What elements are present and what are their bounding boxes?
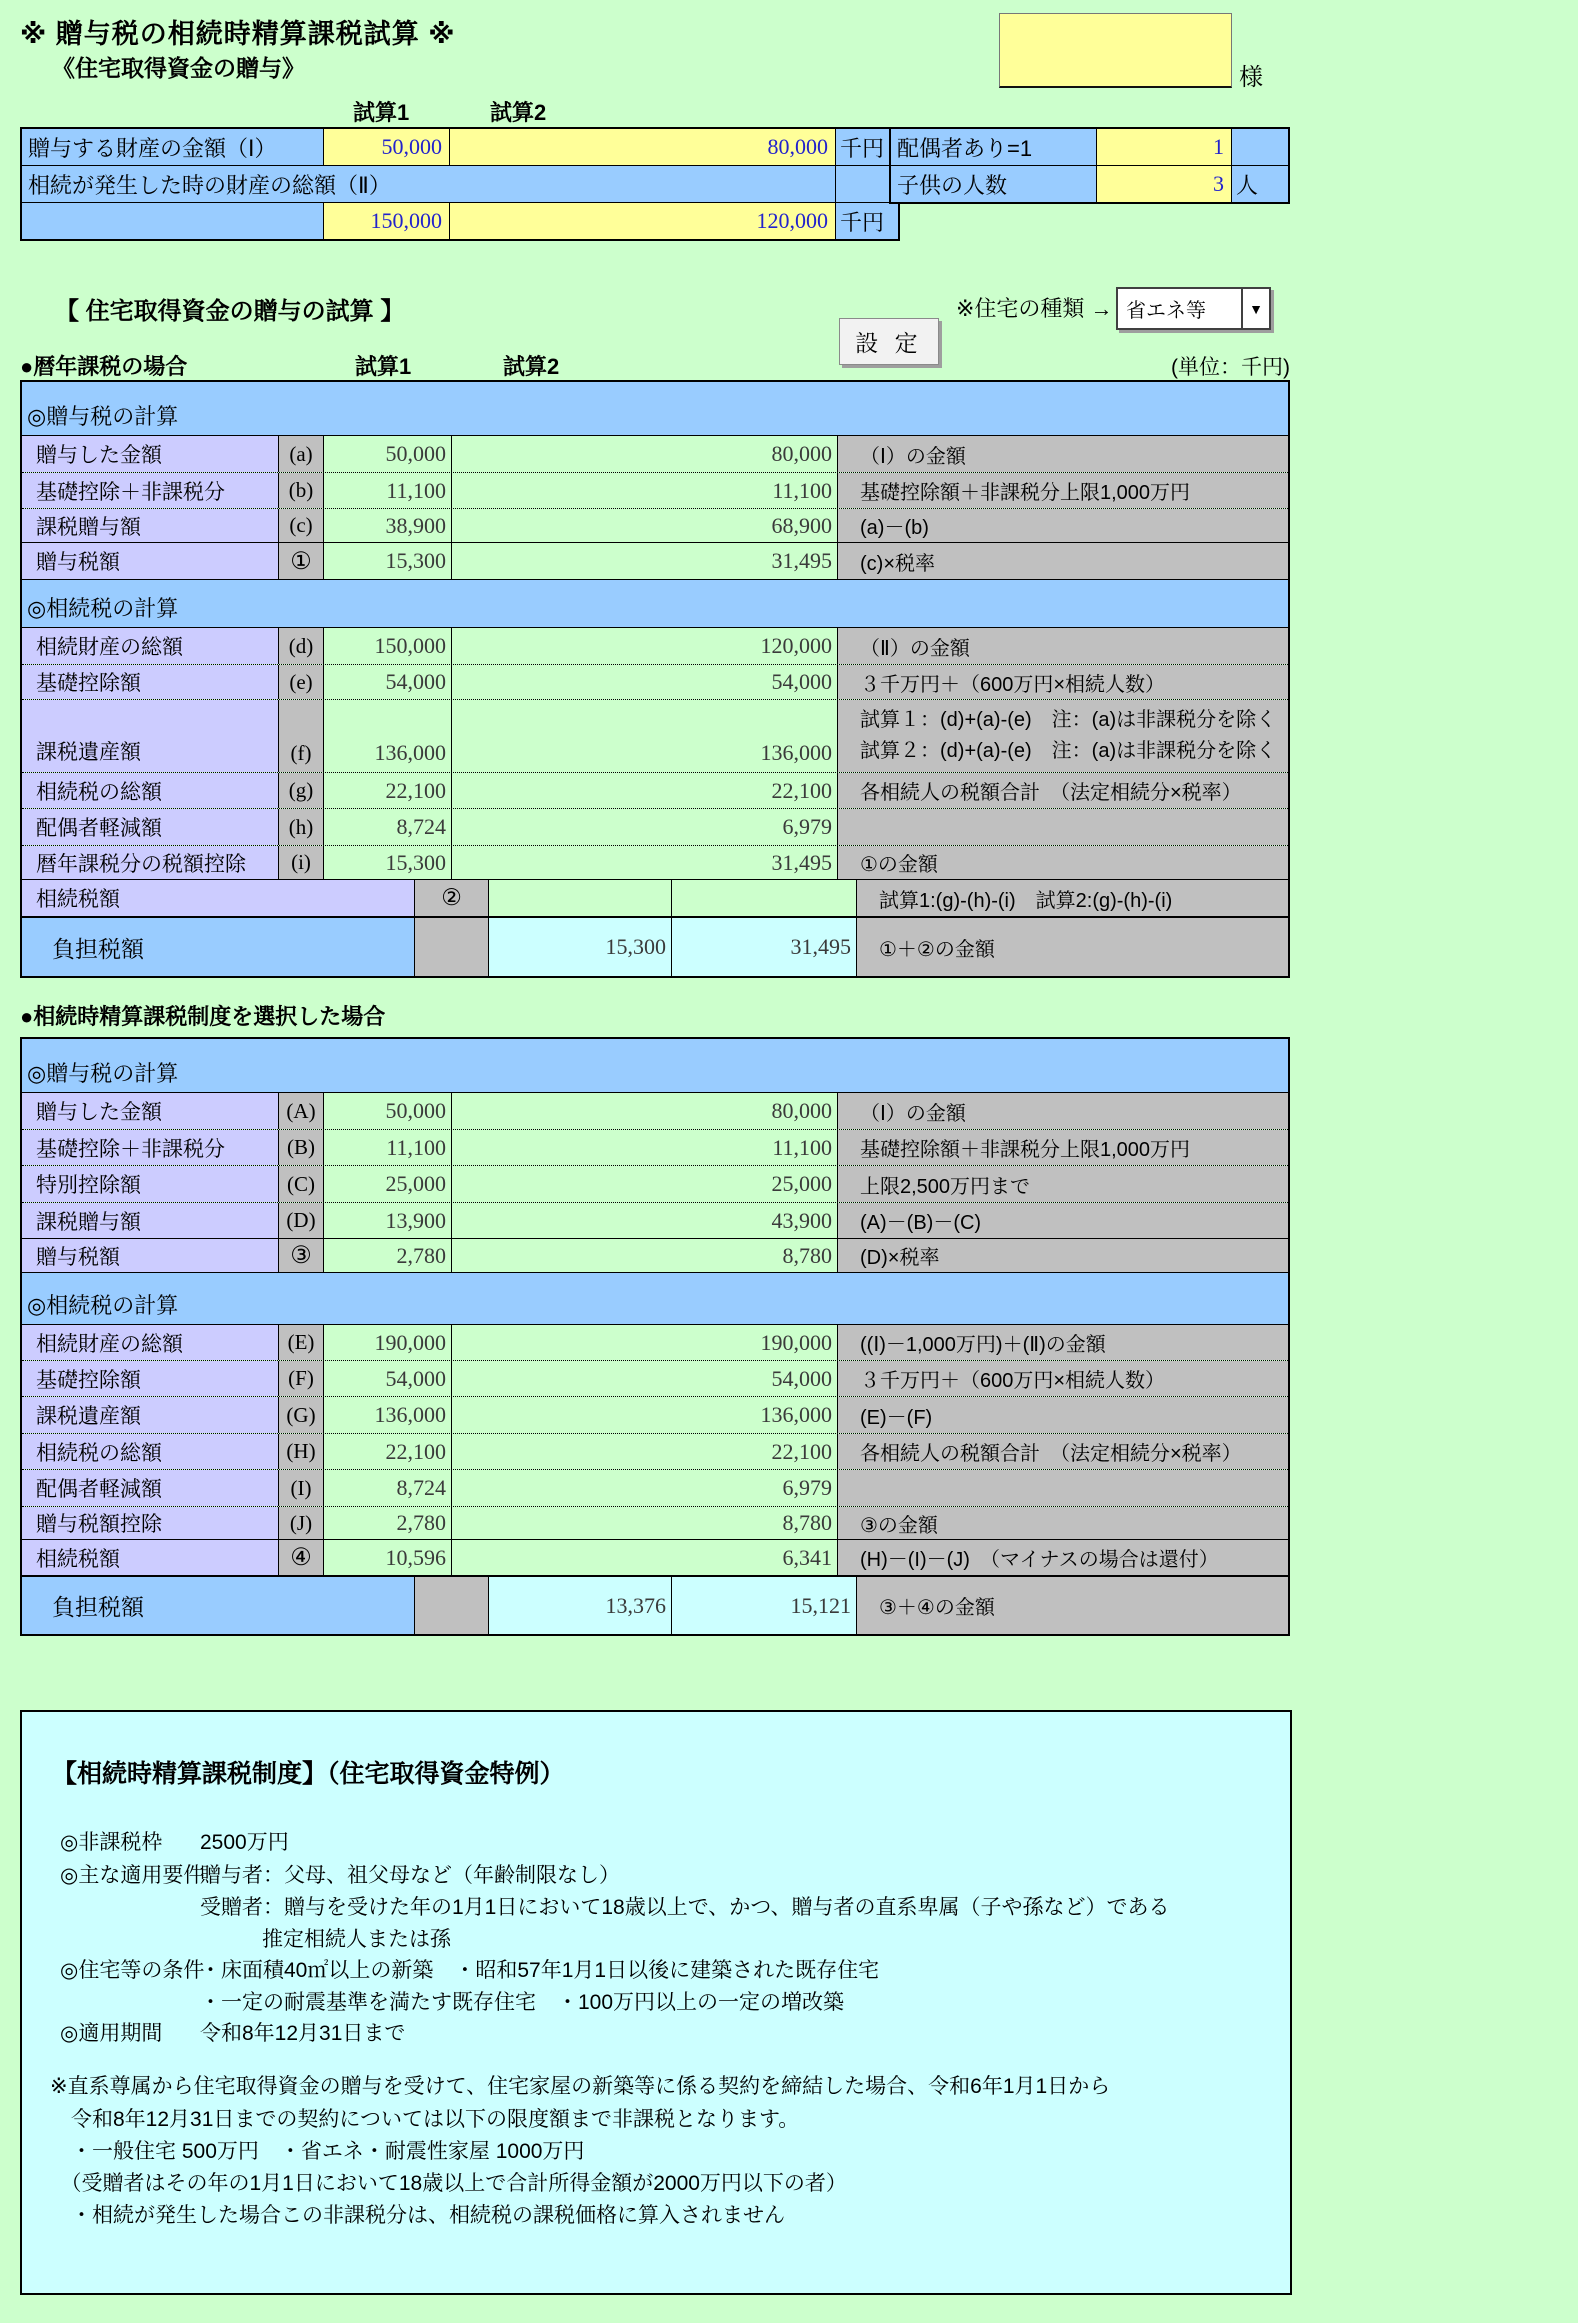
info-note-line: （受贈者はその年の1月1日において18歳以上で合計所得金額が2000万円以下の者） — [50, 2172, 847, 2195]
note-line: 試算２：(d)+(a)-(e) 注：(a)は非課税分を除く — [860, 740, 1277, 762]
value2-cell: 190,000 — [452, 1325, 838, 1360]
burden-label-cell: 負担税額 — [22, 918, 415, 976]
value2-cell: 22,100 — [452, 1434, 838, 1469]
children-unit-label: 人 — [1232, 166, 1288, 202]
house-type-selected-value: 省エネ等 — [1126, 300, 1206, 322]
value2-cell — [672, 880, 857, 916]
customer-name-input[interactable] — [999, 13, 1232, 88]
code-cell: (b) — [279, 473, 324, 508]
value1-cell: 50,000 — [324, 436, 452, 472]
info-item-text: 2500万円 — [200, 1831, 289, 1854]
house-type-label: ※住宅の種類 → — [956, 296, 1113, 321]
children-count-label: 子供の人数 — [891, 166, 1097, 202]
empty-code-cell — [415, 1577, 489, 1634]
label-cell: 課税贈与額 — [22, 1203, 279, 1238]
note-cell: （Ⅰ）の金額 — [838, 436, 1288, 472]
label-cell: 基礎控除＋非課税分 — [22, 1130, 279, 1165]
code-cell: ③ — [279, 1239, 324, 1272]
value2-cell: 6,979 — [452, 1470, 838, 1506]
info-item-text: 贈与者：父母、祖父母など（年齢制限なし） — [200, 1864, 620, 1887]
note-cell — [838, 1470, 1288, 1506]
value1-cell: 22,100 — [324, 1434, 452, 1469]
value1-cell: 8,724 — [324, 809, 452, 845]
burden-value2-cell: 15,121 — [672, 1577, 857, 1634]
table-row — [22, 202, 898, 239]
note-cell: ①の金額 — [838, 846, 1288, 879]
label-cell: 課税贈与額 — [22, 509, 279, 542]
note-cell: 各相続人の税額合計 （法定相続分×税率） — [838, 773, 1288, 808]
gift-amount-input-1[interactable]: 50,000 — [324, 129, 450, 165]
table-row — [22, 808, 1288, 845]
estate-total-input-1[interactable]: 150,000 — [324, 203, 450, 239]
burden-value2-cell: 31,495 — [672, 918, 857, 976]
value2-cell: 11,100 — [452, 473, 838, 508]
burden-value1-cell: 15,300 — [489, 918, 672, 976]
value1-cell: 10,596 — [324, 1540, 452, 1575]
family-input-table — [889, 127, 1290, 204]
note-cell: （Ⅱ）の金額 — [838, 628, 1288, 664]
value2-cell: 136,000 — [452, 1397, 838, 1433]
note-cell: ③＋④の金額 — [857, 1577, 1288, 1634]
col1-header: 試算1 — [355, 354, 412, 379]
note-cell: ３千万円＋（600万円×相続人数） — [838, 1361, 1288, 1396]
estate-total-input-2[interactable]: 120,000 — [450, 203, 836, 239]
table-row — [22, 1433, 1288, 1469]
note-cell — [838, 700, 1288, 772]
label-cell: 基礎控除額 — [22, 1361, 279, 1396]
value2-cell: 6,979 — [452, 809, 838, 845]
info-item-label: ◎非課税枠 — [60, 1831, 163, 1854]
note-cell: ３千万円＋（600万円×相続人数） — [838, 665, 1288, 699]
empty-cell — [1232, 129, 1288, 165]
subsection-header — [22, 1272, 1288, 1324]
code-cell: (F) — [279, 1361, 324, 1396]
simulation-section-title: 【 住宅取得資金の贈与の試算 】 — [55, 298, 405, 325]
table-row — [22, 1324, 1288, 1360]
code-cell: (e) — [279, 665, 324, 699]
estate-total-label: 相続が発生した時の財産の総額（Ⅱ） — [22, 166, 836, 202]
value1-cell: 13,900 — [324, 1203, 452, 1238]
value2-cell: 136,000 — [452, 700, 838, 772]
table-row — [22, 508, 1288, 542]
gift-amount-input-2[interactable]: 80,000 — [450, 129, 836, 165]
note-cell: （Ⅰ）の金額 — [838, 1093, 1288, 1129]
subsection-header-label: ◎相続税の計算 — [27, 596, 179, 621]
value1-cell: 54,000 — [324, 665, 452, 699]
value2-cell: 6,341 — [452, 1540, 838, 1575]
table-row — [22, 1360, 1288, 1396]
note-cell: ((Ⅰ)－1,000万円)＋(Ⅱ)の金額 — [838, 1325, 1288, 1360]
table-row — [22, 772, 1288, 808]
value2-cell: 22,100 — [452, 773, 838, 808]
value2-cell: 25,000 — [452, 1166, 838, 1202]
note-cell: (A)－(B)－(C) — [838, 1203, 1288, 1238]
table-row — [22, 1129, 1288, 1165]
unit-note: (単位：千円) — [1171, 356, 1290, 379]
value2-cell: 54,000 — [452, 665, 838, 699]
table-row — [22, 472, 1288, 508]
value2-cell: 54,000 — [452, 1361, 838, 1396]
note-cell: 基礎控除額＋非課税分上限1,000万円 — [838, 473, 1288, 508]
note-cell: (a)－(b) — [838, 509, 1288, 542]
table-row — [22, 1092, 1288, 1129]
table-row — [22, 664, 1288, 699]
burden-row — [22, 1575, 1288, 1634]
table-row — [891, 129, 1288, 165]
label-cell: 相続財産の総額 — [22, 628, 279, 664]
label-cell: 贈与した金額 — [22, 436, 279, 472]
value1-cell: 50,000 — [324, 1093, 452, 1129]
value1-cell: 2,780 — [324, 1239, 452, 1272]
info-item-text: ・床面積40㎡以上の新築 ・昭和57年1月1日以後に建築された既存住宅 — [200, 1959, 880, 1982]
subsection-header — [22, 579, 1288, 627]
label-cell: 贈与税額控除 — [22, 1507, 279, 1539]
code-cell: (a) — [279, 436, 324, 472]
label-cell: 特別控除額 — [22, 1166, 279, 1202]
info-note-line: ・相続が発生した場合この非課税分は、相続税の課税価格に算入されません — [50, 2204, 785, 2227]
label-cell: 基礎控除＋非課税分 — [22, 473, 279, 508]
info-note-line: ・一般住宅 500万円 ・省エネ・耐震性家屋 1000万円 — [50, 2140, 585, 2163]
value1-cell: 150,000 — [324, 628, 452, 664]
value1-cell: 11,100 — [324, 1130, 452, 1165]
note-cell: (E)－(F) — [838, 1397, 1288, 1433]
table-row — [22, 1539, 1288, 1575]
chevron-down-icon[interactable]: ▼ — [1241, 289, 1269, 328]
note-cell: 基礎控除額＋非課税分上限1,000万円 — [838, 1130, 1288, 1165]
table-row — [22, 435, 1288, 472]
burden-value1-cell: 13,376 — [489, 1577, 672, 1634]
value2-cell: 31,495 — [452, 846, 838, 879]
table-row — [22, 542, 1288, 579]
value2-cell: 8,780 — [452, 1239, 838, 1272]
burden-label-cell: 負担税額 — [22, 1577, 415, 1634]
value1-cell: 2,780 — [324, 1507, 452, 1539]
unit-label: 千円 — [836, 129, 898, 165]
table-row — [22, 129, 898, 165]
subsection-header-label: ◎相続税の計算 — [27, 1293, 179, 1318]
note-cell: ③の金額 — [838, 1507, 1288, 1539]
code-cell: (g) — [279, 773, 324, 808]
code-cell: (i) — [279, 846, 324, 879]
note-cell: ①＋②の金額 — [857, 918, 1288, 976]
code-cell: (f) — [279, 700, 324, 772]
code-cell: (I) — [279, 1470, 324, 1506]
info-note-line: 令和8年12月31日までの契約については以下の限度額まで非課税となります。 — [50, 2108, 800, 2131]
spouse-input[interactable]: 1 — [1097, 129, 1232, 165]
info-item-text: 受贈者：贈与を受けた年の1月1日において18歳以上で、かつ、贈与者の直系卑属（子や孫など）である — [200, 1896, 1170, 1919]
table-row — [22, 1396, 1288, 1433]
label-cell: 配偶者軽減額 — [22, 809, 279, 845]
page-title: ※ 贈与税の相続時精算課税試算 ※ — [20, 19, 456, 49]
value2-cell: 8,780 — [452, 1507, 838, 1539]
calendar-year-tax-table — [20, 380, 1290, 978]
label-cell: 配偶者軽減額 — [22, 1470, 279, 1506]
table-row — [22, 627, 1288, 664]
value2-cell: 31,495 — [452, 543, 838, 579]
section-b-label: ●相続時精算課税制度を選択した場合 — [20, 1004, 386, 1029]
label-cell: 課税遺産額 — [22, 1397, 279, 1433]
label-cell: 相続財産の総額 — [22, 1325, 279, 1360]
subsection-header-label: ◎贈与税の計算 — [27, 404, 179, 429]
table-row — [22, 1469, 1288, 1506]
code-cell: (H) — [279, 1434, 324, 1469]
value1-cell: 22,100 — [324, 773, 452, 808]
table-row — [22, 1238, 1288, 1272]
input-table — [20, 127, 900, 241]
note-cell: (c)×税率 — [838, 543, 1288, 579]
info-item-label: ◎主な適用要件 — [60, 1864, 205, 1887]
system-info-box — [20, 1710, 1292, 2295]
table-row — [891, 165, 1288, 202]
subsection-header — [22, 382, 1288, 435]
label-cell: 課税遺産額 — [22, 700, 279, 772]
table-row — [22, 1506, 1288, 1539]
info-note-line: ※直系尊属から住宅取得資金の贈与を受けて、住宅家屋の新築等に係る契約を締結した場合、令和6年1月1日から — [50, 2075, 1111, 2098]
note-line: 試算１：(d)+(a)-(e) 注：(a)は非課税分を除く — [860, 709, 1277, 731]
note-cell: 各相続人の税額合計 （法定相続分×税率） — [838, 1434, 1288, 1469]
code-cell: (h) — [279, 809, 324, 845]
info-box-title: 【相続時精算課税制度】（住宅取得資金特例） — [52, 1760, 565, 1788]
code-cell: ① — [279, 543, 324, 579]
set-button[interactable]: 設 定 — [839, 318, 939, 365]
page-subtitle: 《住宅取得資金の贈与》 — [52, 55, 305, 81]
value2-cell: 43,900 — [452, 1203, 838, 1238]
note-cell: 試算1:(g)-(h)-(i) 試算2:(g)-(h)-(i) — [857, 880, 1288, 916]
value1-cell: 15,300 — [324, 846, 452, 879]
top-col2-header: 試算2 — [490, 100, 547, 125]
table-row — [22, 699, 1288, 772]
empty-code-cell — [415, 918, 489, 976]
value2-cell: 80,000 — [452, 1093, 838, 1129]
subsection-header-label: ◎贈与税の計算 — [27, 1061, 179, 1086]
value1-cell — [489, 880, 672, 916]
empty-cell — [22, 203, 324, 239]
label-cell: 相続税の総額 — [22, 1434, 279, 1469]
name-honorific-label: 様 — [1239, 64, 1263, 91]
value1-cell: 11,100 — [324, 473, 452, 508]
info-item-label: ◎住宅等の条件 — [60, 1959, 205, 1982]
label-cell: 贈与税額 — [22, 543, 279, 579]
note-cell: (H)－(I)－(J) （マイナスの場合は還付） — [838, 1540, 1288, 1575]
value1-cell: 136,000 — [324, 700, 452, 772]
table-row — [22, 1202, 1288, 1238]
value1-cell: 15,300 — [324, 543, 452, 579]
note-cell: 上限2,500万円まで — [838, 1166, 1288, 1202]
table-row — [22, 165, 898, 202]
label-cell: 贈与税額 — [22, 1239, 279, 1272]
section-a-label: ●暦年課税の場合 — [20, 354, 188, 379]
code-cell: (d) — [279, 628, 324, 664]
value2-cell: 68,900 — [452, 509, 838, 542]
code-cell: (C) — [279, 1166, 324, 1202]
info-item-text: ・一定の耐震基準を満たす既存住宅 ・100万円以上の一定の増改築 — [200, 1991, 845, 2014]
code-cell: (G) — [279, 1397, 324, 1433]
value1-cell: 190,000 — [324, 1325, 452, 1360]
children-count-input[interactable]: 3 — [1097, 166, 1232, 202]
burden-row — [22, 916, 1288, 976]
value1-cell: 38,900 — [324, 509, 452, 542]
table-row — [22, 879, 1288, 916]
value1-cell: 54,000 — [324, 1361, 452, 1396]
gift-amount-label: 贈与する財産の金額（Ⅰ） — [22, 129, 324, 165]
value1-cell: 25,000 — [324, 1166, 452, 1202]
label-cell: 相続税額 — [22, 1540, 279, 1575]
code-cell: (A) — [279, 1093, 324, 1129]
label-cell: 相続税額 — [22, 880, 415, 916]
table-row — [22, 1165, 1288, 1202]
value2-cell: 11,100 — [452, 1130, 838, 1165]
info-item-text: 推定相続人または孫 — [262, 1928, 451, 1951]
value2-cell: 80,000 — [452, 436, 838, 472]
info-item-text: 令和8年12月31日まで — [200, 2022, 406, 2045]
value2-cell: 120,000 — [452, 628, 838, 664]
code-cell: (D) — [279, 1203, 324, 1238]
house-type-dropdown[interactable] — [1116, 287, 1271, 330]
top-col1-header: 試算1 — [353, 100, 410, 125]
label-cell: 基礎控除額 — [22, 665, 279, 699]
label-cell: 相続税の総額 — [22, 773, 279, 808]
label-cell: 暦年課税分の税額控除 — [22, 846, 279, 879]
code-cell: ④ — [279, 1540, 324, 1575]
code-cell: ② — [415, 880, 489, 916]
info-item-label: ◎適用期間 — [60, 2022, 163, 2045]
note-cell — [838, 809, 1288, 845]
value1-cell: 136,000 — [324, 1397, 452, 1433]
code-cell: (J) — [279, 1507, 324, 1539]
subsection-header — [22, 1039, 1288, 1092]
col2-header: 試算2 — [503, 354, 560, 379]
code-cell: (B) — [279, 1130, 324, 1165]
settlement-tax-table — [20, 1037, 1290, 1636]
note-cell: (D)×税率 — [838, 1239, 1288, 1272]
label-cell: 贈与した金額 — [22, 1093, 279, 1129]
code-cell: (c) — [279, 509, 324, 542]
spouse-label: 配偶者あり=1 — [891, 129, 1097, 165]
code-cell: (E) — [279, 1325, 324, 1360]
value1-cell: 8,724 — [324, 1470, 452, 1506]
unit-label: 千円 — [836, 203, 898, 239]
table-row — [22, 845, 1288, 879]
